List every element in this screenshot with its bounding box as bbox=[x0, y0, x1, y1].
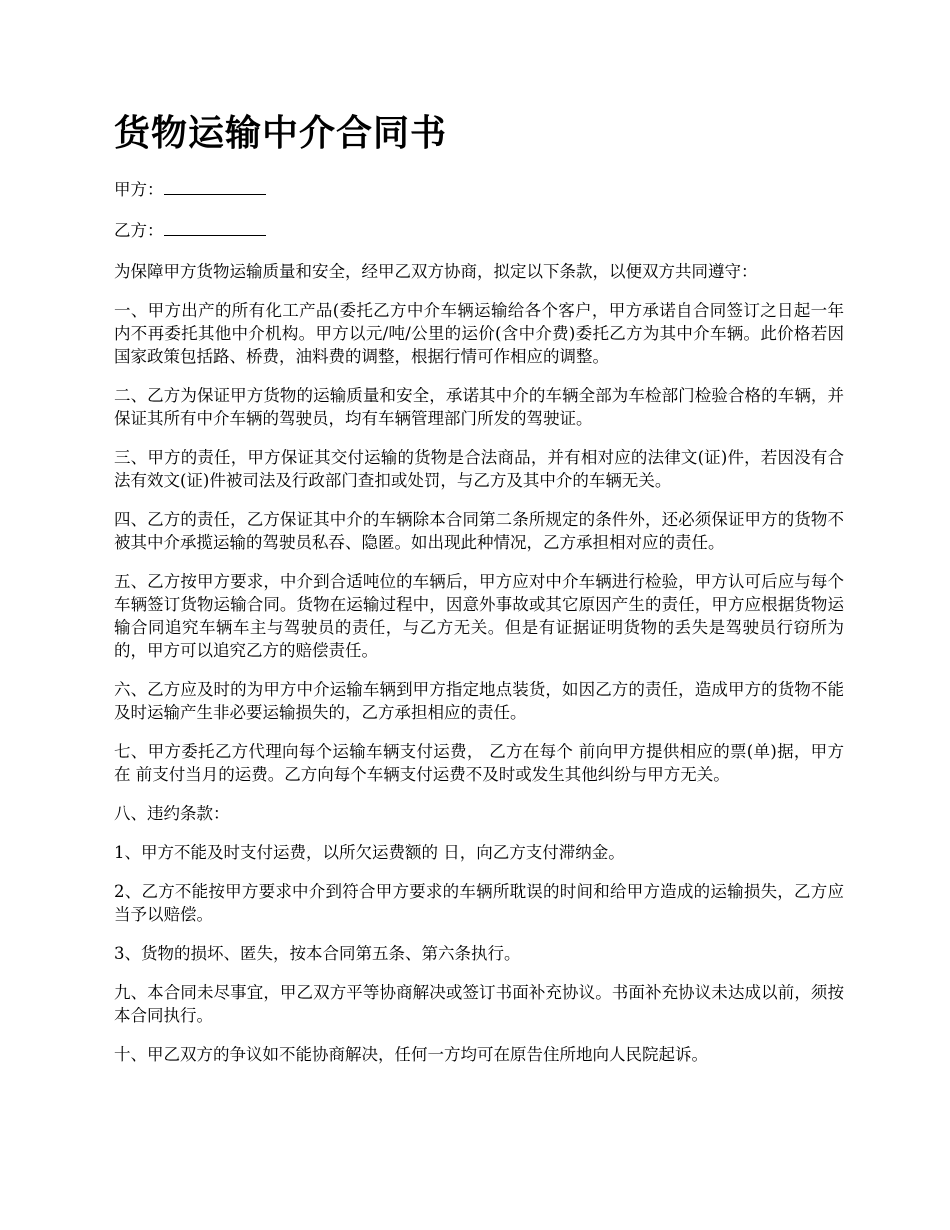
clause-8-heading: 八、违约条款： bbox=[114, 804, 230, 823]
clause-3: 三、甲方的责任，甲方保证其交付运输的货物是合法商品，并有相对应的法律文(证)件，若因没有合法有效文(证)件被司法及行政部门查扣或处罚，与乙方及其中介的车辆无关。 bbox=[114, 448, 844, 490]
contract-page bbox=[114, 108, 844, 1082]
clause-1: 一、甲方出产的所有化工产品(委托乙方中介车辆运输给各个客户，甲方承诺自合同签订之日起一年内不再委托其他中介机构。甲方以元/吨/公里的运价(含中介费)委托乙方为其中介车辆。此价格若因国家政策包括路、桥费，油料费的调整，根据行情可作相应的调整。 bbox=[114, 301, 844, 366]
party-a-label: 甲方： bbox=[114, 180, 164, 199]
party-a-blank bbox=[164, 180, 266, 195]
page-title: 货物运输中介合同书 bbox=[114, 113, 448, 154]
clause-5: 五、乙方按甲方要求，中介到合适吨位的车辆后，甲方应对中介车辆进行检验，甲方认可后应与每个车辆签订货物运输合同。货物在运输过程中，因意外事故或其它原因产生的责任，甲方应根据货物运输合同追究车辆车主与驾驶员的责任，与乙方无关。但是有证据证明货物的丢失是驾驶员行窃所为的，甲方可以追究乙方的赔偿责任。 bbox=[114, 572, 844, 660]
clause-2: 二、乙方为保证甲方货物的运输质量和安全，承诺其中介的车辆全部为车检部门检验合格的车辆，并保证其所有中介车辆的驾驶员，均有车辆管理部门所发的驾驶证。 bbox=[114, 386, 844, 428]
clause-8-item-3: 3、货物的损坏、匿失，按本合同第五条、第六条执行。 bbox=[114, 944, 521, 963]
clause-8-item-1: 1、甲方不能及时支付运费，以所欠运费额的 日，向乙方支付滞纳金。 bbox=[114, 843, 625, 862]
clause-4: 四、乙方的责任，乙方保证其中介的车辆除本合同第二条所规定的条件外，还必须保证甲方的货物不被其中介承揽运输的驾驶员私吞、隐匿。如出现此种情况，乙方承担相对应的责任。 bbox=[114, 510, 844, 552]
clause-9: 九、本合同未尽事宜，甲乙双方平等协商解决或签订书面补充协议。书面补充协议未达成以前，须按本合同执行。 bbox=[114, 983, 844, 1025]
intro-paragraph: 为保障甲方货物运输质量和安全，经甲乙双方协商，拟定以下条款，以便双方共同遵守： bbox=[114, 262, 758, 281]
clause-6: 六、乙方应及时的为甲方中介运输车辆到甲方指定地点装货，如因乙方的责任，造成甲方的货物不能及时运输产生非必要运输损失的，乙方承担相应的责任。 bbox=[114, 680, 844, 722]
party-b-label: 乙方： bbox=[114, 221, 164, 240]
clause-10: 十、甲乙双方的争议如不能协商解决，任何一方均可在原告住所地向人民院起诉。 bbox=[114, 1045, 708, 1064]
clause-7: 七、甲方委托乙方代理向每个运输车辆支付运费， 乙方在每个 前向甲方提供相应的票(单)据，甲方在 前支付当月的运费。乙方向每个车辆支付运费不及时或发生其他纠纷与甲方无关。 bbox=[114, 742, 844, 784]
party-b-blank bbox=[164, 221, 266, 236]
party-b-line bbox=[114, 219, 844, 242]
clause-8-item-2: 2、乙方不能按甲方要求中介到符合甲方要求的车辆所耽误的时间和给甲方造成的运输损失，乙方应当予以赔偿。 bbox=[114, 882, 844, 924]
party-a-line bbox=[114, 178, 844, 201]
